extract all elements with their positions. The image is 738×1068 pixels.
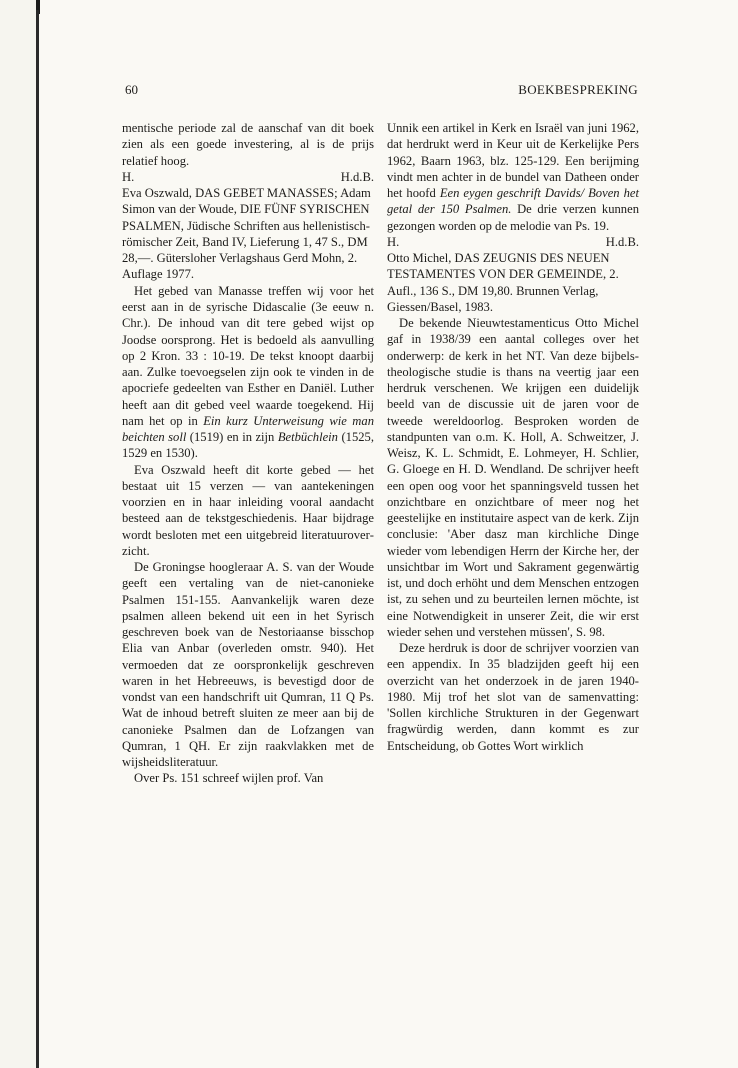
left-column	[122, 120, 374, 787]
paragraph-intro: mentische periode zal de aanschaf van dit boek zien als een goede investering, al is de prijs relatief hoog.	[122, 121, 374, 168]
signature	[387, 234, 639, 250]
italic-title: Betbüchlein	[277, 430, 338, 445]
right-column	[387, 120, 639, 754]
signature-initial: H.	[387, 234, 400, 249]
page-number: 60	[125, 82, 138, 97]
bibliographic-entry: Otto Michel, DAS ZEUGNIS DES NEUEN TESTAMENTES VON DER GEMEINDE, 2. Aufl., 136 S., DM 19,80. Brunnen Verlag, Giessen/Basel, 1983.	[387, 251, 619, 314]
paragraph: Over Ps. 151 schreef wijlen prof. Van	[134, 771, 324, 786]
paragraph: Eva Oszwald heeft dit korte gebed — het bestaat uit 15 verzen — van aantekeningen voorzien en in haar inleiding vooral aandacht besteed aan de tekstgeschiedenis. Haar bijdrage wordt besloten met een uitgebreid literatuuroverzicht.	[122, 462, 374, 558]
paragraph: Deze herdruk is door de schrijver voorzien van een appendix. In 35 bladzijden geeft hij een overzicht van het onderzoek in de jaren 1940-1980. Mij trof het slot van de samenvatting: 'Sollen kirchliche Strukturen in der Gegenwart fragwürdig werden, dann kommt es zur Entscheidung, ob Gottes Wort wirklich	[387, 641, 639, 753]
paragraph: De Groningse hoogleraar A. S. van der Woude geeft een vertaling van de niet-canonieke Psalmen 151-155. Aanvankelijk waren deze psalmen alleen bekend uit een in het Syrisch geschreven boek van de Nestoriaanse bisschop Elia van Anbar (overleden omstr. 940). Het vermoeden dat ze oorspronkelijk geschreven waren in het Hebreeuws, is bevestigd door de vondst van een handschrift uit Qumran, 11 Q Ps. Wat de inhoud betreft sluiten ze meer aan bij de canonieke Psalmen dan de Lofzangen van Qumran, 1 QH. Er zijn raakvlakken met de wijsheidsliteratuur.	[122, 560, 374, 770]
running-head: BOEKBESPREKING	[518, 82, 638, 97]
signature-reviewer: H.d.B.	[605, 234, 639, 249]
bibliographic-entry: Eva Oszwald, DAS GEBET MANASSES; Adam Simon van der Woude, DIE FÜNF SYRISCHEN PSALMEN, Jüdische Schriften aus hellenistisch-römischer Zeit, Band IV, Lieferung 1, 47 S., DM 28,—. Gütersloher Verlagshaus Gerd Mohn, 2. Auflage 1977.	[122, 186, 371, 282]
italic-title: Ein kurz Unterweisung wie man beichten soll	[122, 413, 374, 445]
paragraph: Het gebed van Manasse treffen wij voor het eerst aan in de syrische Didascalie (3e eeuw n. Chr.). De inhoud van dit tere gebed wijst op Joodse oorsprong. Het is bedoeld als aanvulling op 2 Kron. 33 : 10-19. De tekst knoopt daarbij aan. Zulke toevoegselen zijn ook te vinden in de apocriefe gedeelten van Esther en Daniël. Luther heeft aan dit gebed veel waarde toegekend. Hij nam het op in Ein kurz Unterweisung wie man beichten soll (1519) en in zijn Betbüchlein (1525, 1529 en 1530).	[122, 283, 374, 461]
signature-initial: H.	[122, 169, 135, 184]
signature-reviewer: H.d.B.	[340, 169, 374, 184]
scan-edge-left	[36, 10, 39, 1068]
paragraph: Unnik een artikel in Kerk en Israël van juni 1962, dat herdrukt werd in Keur uit de Kerkelijke Pers 1962, Baarn 1963, blz. 125-129. Een berijming vindt men achter in de bundel van Datheen onder het hoofd Een eygen geschrift Davids/ Boven het getal der 150 Psalmen. De drie verzen kunnen gezongen worden op de melodie van Ps. 19.	[387, 121, 639, 233]
signature	[122, 169, 374, 185]
italic-title: Een eygen geschrift Davids/ Boven het getal der 150 Psalmen.	[387, 186, 639, 217]
paragraph: De bekende Nieuwtestamenticus Otto Michel gaf in 1938/39 een aantal colleges over het onderwerp: de kerk in het NT. Van deze bijbels-theologische studie is thans na veertig jaar een herdruk verschenen. We krijgen een duidelijk beeld van de discussie uit de jaren voor de tweede wereldoorlog. Besproken worden de standpunten van o.m. K. Holl, A. Schweitzer, J. Weisz, K. L. Schmidt, E. Lohmeyer, H. Schlier, G. Gloege en H. D. Wendland. De schrijver heeft een open oog voor het spanningsveld tussen het onzichtbare en onzichtbare of meer nog het geestelijke en institutaire aspect van de kerk. Zijn conclusie: 'Aber dasz man kirchliche Dinge wieder vom lebendigen Herrn der Kirche her, der unsichtbar im Wort und Sakrament gegenwärtig ist, und doch erhöht und dem Menschen entzogen ist, zu sehen und zu beurteilen lernen möchte, ist eine Notwendigkeit in unserer Zeit, die wir erst wieder sehen und verstehen müssen', S. 98.	[387, 316, 639, 639]
